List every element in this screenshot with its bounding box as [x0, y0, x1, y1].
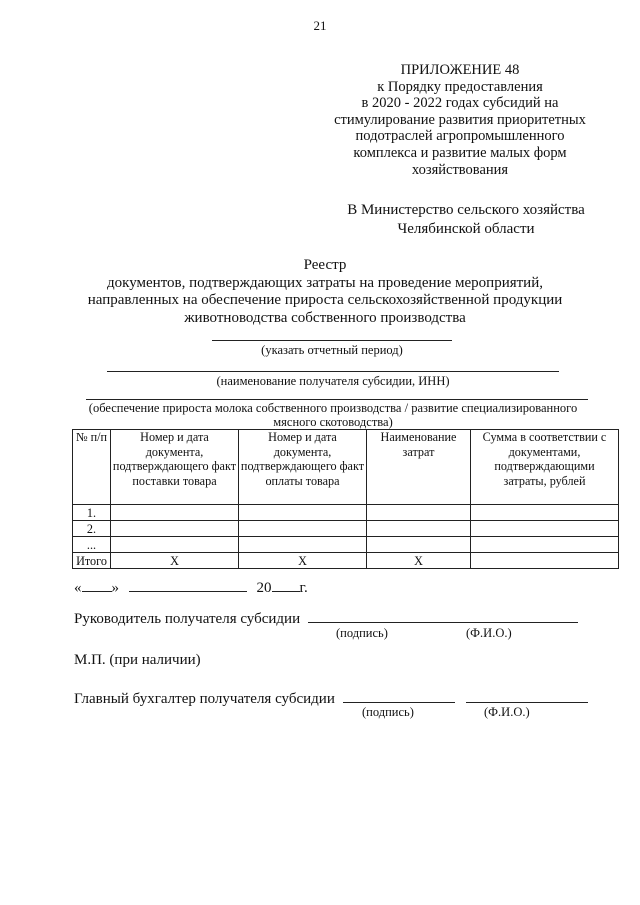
year-field[interactable]	[272, 577, 300, 592]
table-cell[interactable]	[111, 521, 239, 537]
total-cell[interactable]	[471, 553, 619, 569]
accountant-sign-caption: (подпись)	[362, 705, 414, 719]
recipient-caption: (наименование получателя субсидии, ИНН)	[216, 374, 450, 388]
period-caption: (указать отчетный период)	[261, 343, 403, 357]
year-suffix: г.	[299, 580, 308, 596]
addressee-block	[310, 201, 622, 239]
direction-field[interactable]	[86, 399, 588, 400]
appendix-line: комплекса и развитие малых форм	[353, 144, 567, 161]
direction-caption	[60, 401, 606, 429]
table-total-row	[73, 553, 619, 569]
head-name-caption: (Ф.И.О.)	[466, 626, 512, 640]
table-cell[interactable]	[111, 505, 239, 521]
date-line	[74, 577, 308, 597]
register-heading	[40, 257, 610, 327]
table-cell[interactable]	[239, 537, 367, 553]
table-cell[interactable]	[239, 505, 367, 521]
addressee-line: Челябинской области	[397, 221, 535, 237]
accountant-signature-field[interactable]	[343, 688, 455, 703]
head-signature-field[interactable]	[308, 608, 578, 623]
head-label: Руководитель получателя субсидии	[74, 611, 301, 627]
date-open-quote: «	[74, 580, 82, 596]
register-title: Реестр	[303, 257, 347, 273]
table-cell[interactable]	[367, 537, 471, 553]
column-header: Номер и дата документа, подтверждающего факт оплаты товара	[239, 430, 367, 505]
table-cell[interactable]	[471, 537, 619, 553]
column-header: № п/п	[73, 430, 111, 505]
direction-caption-line: мясного скотоводства)	[273, 415, 393, 429]
recipient-field[interactable]	[107, 371, 559, 372]
table-header-row	[73, 430, 619, 505]
total-cell: X	[367, 553, 471, 569]
column-header: Наименование затрат	[367, 430, 471, 505]
stamp-note: М.П. (при наличии)	[74, 652, 201, 668]
appendix-block	[310, 62, 610, 178]
total-cell: X	[111, 553, 239, 569]
table-cell[interactable]	[471, 505, 619, 521]
addressee-line: В Министерство сельского хозяйства	[347, 202, 585, 218]
accountant-name-field[interactable]	[466, 688, 588, 703]
accountant-name-caption: (Ф.И.О.)	[484, 705, 530, 719]
day-field[interactable]	[82, 577, 112, 592]
table-cell[interactable]	[239, 521, 367, 537]
table-row	[73, 521, 619, 537]
page-number: 21	[313, 18, 327, 33]
register-line: документов, подтверждающих затраты на проведение мероприятий,	[107, 274, 543, 291]
table-cell[interactable]	[471, 521, 619, 537]
appendix-line: к Порядку предоставления	[377, 78, 543, 95]
appendix-line: стимулирование развития приоритетных	[334, 111, 586, 128]
appendix-line: хозяйствования	[411, 161, 509, 178]
register-line: животноводства собственного производства	[184, 309, 466, 326]
register-line: направленных на обеспечение прироста сельскохозяйственной продукции	[87, 292, 563, 308]
month-field[interactable]	[129, 577, 247, 592]
appendix-line: в 2020 - 2022 годах субсидий на	[361, 95, 559, 112]
period-field[interactable]	[212, 340, 452, 341]
accountant-label: Главный бухгалтер получателя субсидии	[74, 691, 335, 707]
register-table	[72, 429, 619, 569]
table-cell[interactable]	[367, 521, 471, 537]
table-cell[interactable]	[111, 537, 239, 553]
appendix-line: подотраслей агропромышленного	[355, 128, 565, 145]
table-cell: 1.	[73, 505, 111, 521]
table-row	[73, 505, 619, 521]
head-sign-caption: (подпись)	[336, 626, 388, 640]
year-prefix: 20	[256, 580, 272, 596]
direction-caption-line: (обеспечение прироста молока собственного производства / развитие специализированного	[88, 401, 578, 415]
column-header: Сумма в соответствии с документами, подтверждающими затраты, рублей	[471, 430, 619, 505]
table-cell: 2.	[73, 521, 111, 537]
total-label: Итого	[73, 553, 111, 569]
table-cell[interactable]	[367, 505, 471, 521]
table-row	[73, 537, 619, 553]
date-close-quote: »	[111, 580, 119, 596]
head-signature-line	[74, 608, 578, 628]
appendix-title: ПРИЛОЖЕНИЕ 48	[400, 62, 520, 78]
table-cell: ...	[73, 537, 111, 553]
column-header: Номер и дата документа, подтверждающего факт поставки товара	[111, 430, 239, 505]
total-cell: X	[239, 553, 367, 569]
